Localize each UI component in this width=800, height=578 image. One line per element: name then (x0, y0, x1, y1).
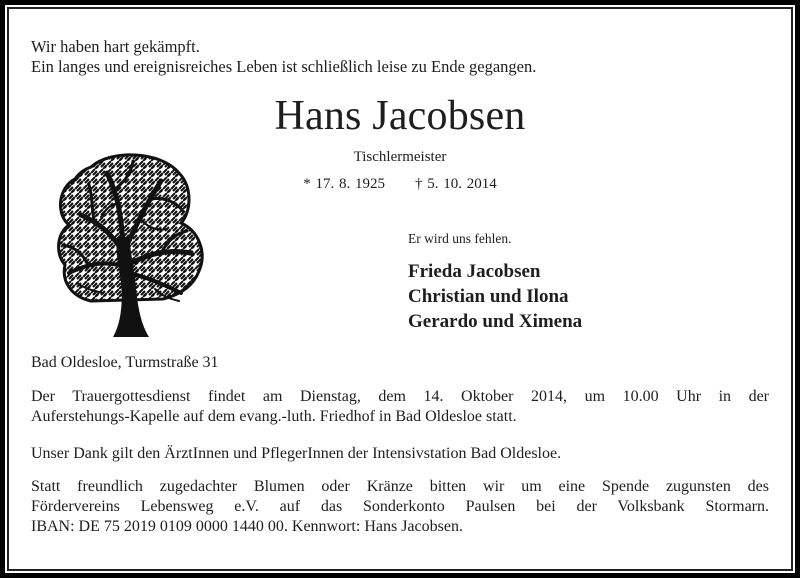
outer-border (5, 5, 795, 573)
obituary-notice (7, 7, 793, 571)
thanks-text (31, 444, 769, 464)
donation-line-3: IBAN: DE 75 2019 0109 0000 1440 00. Kennwort: Hans Jacobsen. (31, 518, 463, 535)
mourner: Frieda Jacobsen (408, 261, 541, 282)
thanks-line: Unser Dank gilt den ÄrztInnen und PflegerInnen der Intensivstation Bad Oldesloe. (31, 445, 562, 462)
mourner: Christian und Ilona (408, 286, 569, 307)
death-date: † 5. 10. 2014 (415, 176, 497, 192)
tree-icon (51, 153, 205, 337)
intro-line-1: Wir haben hart gekämpft. (31, 37, 200, 56)
profession: Tischlermeister (353, 149, 447, 165)
intro-line-2: Ein langes und ereignisreiches Leben ist schließlich leise zu Ende gegangen. (31, 57, 537, 76)
deceased-name: Hans Jacobsen (274, 93, 526, 139)
donation-line-1: Statt freundlich zugedachter Blumen oder Kränze bitten wir um eine Spende zugunsten des (31, 478, 769, 495)
service-info (31, 387, 769, 427)
farewell-line: Er wird uns fehlen. (408, 231, 512, 246)
service-line-1: Der Trauergottesdienst findet am Dienstag, dem 14. Oktober 2014, um 10.00 Uhr in der (31, 388, 769, 405)
donation-info (31, 477, 769, 537)
mourners-list (408, 259, 582, 334)
birth-date: * 17. 8. 1925 (303, 176, 385, 192)
service-line-2: Auferstehungs-Kapelle auf dem evang.-luth. Friedhof in Bad Oldesloe statt. (31, 408, 517, 425)
address: Bad Oldesloe, Turmstraße 31 (31, 354, 219, 371)
intro-text (31, 37, 536, 77)
mourner: Gerardo und Ximena (408, 311, 583, 332)
donation-line-2: Fördervereins Lebensweg e.V. auf das Sonderkonto Paulsen bei der Volksbank Stormarn. (31, 498, 769, 515)
